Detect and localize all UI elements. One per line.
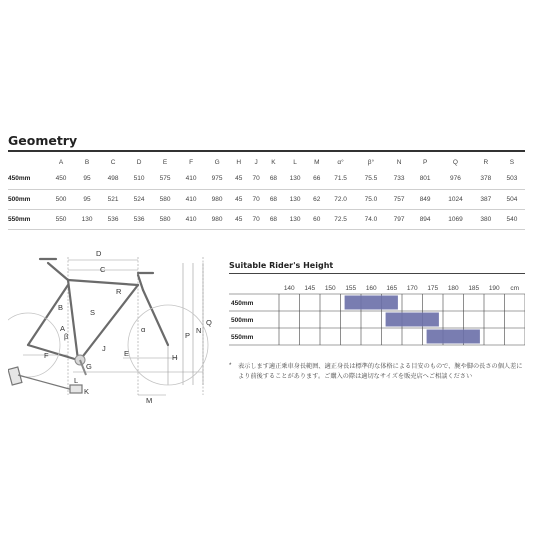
geometry-cell: 75.0: [356, 189, 386, 209]
label-s: S: [90, 308, 96, 317]
col-header: H: [236, 158, 242, 166]
col-header: E: [162, 158, 168, 166]
wheels: [8, 305, 208, 385]
height-unit-label: cm: [510, 285, 520, 292]
height-tick-label: 145: [304, 285, 316, 292]
geometry-cell: 68: [265, 169, 282, 189]
col-header: β°: [367, 158, 375, 166]
sizing-note: 表示します適正乗車身長範囲、適正身長は標準的な体格による目安のもので、腕や脚の長さの個人差により前後することがあります。ご購入の際は適切なサイズを販売店へご相談ください: [238, 363, 523, 380]
col-header: C: [110, 158, 116, 166]
col-header: G: [214, 158, 220, 166]
geometry-cell: 980: [204, 209, 230, 229]
title-divider: [8, 150, 525, 152]
geometry-cell: 550: [48, 209, 74, 229]
geometry-cell: 60: [308, 209, 325, 229]
label-h: H: [172, 353, 178, 362]
size-labels: [231, 300, 254, 341]
geometry-table: [8, 155, 525, 230]
bike-frame: [28, 259, 168, 360]
geometry-cell: 500: [48, 189, 74, 209]
label-p: P: [185, 331, 191, 340]
label-j: J: [102, 344, 106, 353]
label-q: Q: [206, 318, 212, 327]
height-tick-label: 155: [345, 285, 357, 292]
col-header: M: [314, 158, 320, 166]
geometry-cell: 849: [412, 189, 438, 209]
geometry-cell: 1024: [438, 189, 473, 209]
height-tick-label: 185: [468, 285, 480, 292]
height-range-bar: [427, 330, 480, 344]
label-e: E: [124, 349, 130, 358]
geometry-cell: 45: [230, 209, 247, 229]
size-label: 550mm: [8, 209, 48, 229]
height-tick-label: 170: [406, 285, 418, 292]
label-n: N: [196, 326, 202, 335]
geometry-body: [8, 169, 525, 229]
geometry-cell: 540: [499, 209, 525, 229]
geometry-cell: 536: [100, 209, 126, 229]
geometry-cell: 498: [100, 169, 126, 189]
geometry-cell: 378: [473, 169, 499, 189]
geometry-cell: 68: [265, 209, 282, 229]
geometry-cell: 70: [247, 189, 264, 209]
geometry-cell: 580: [152, 209, 178, 229]
geometry-cell: 95: [74, 169, 100, 189]
label-l: L: [74, 376, 79, 385]
col-header: F: [189, 158, 194, 166]
label-beta: β: [64, 332, 69, 341]
geometry-cell: 70: [247, 169, 264, 189]
col-header: L: [293, 158, 297, 166]
geometry-cell: 68: [265, 189, 282, 209]
geometry-cell: 74.0: [356, 209, 386, 229]
geometry-cell: 75.5: [356, 169, 386, 189]
geometry-cell: 536: [126, 209, 152, 229]
geometry-cell: 72.5: [325, 209, 355, 229]
geometry-cell: 976: [438, 169, 473, 189]
pedal-detail: [8, 367, 82, 393]
geometry-cell: 70: [247, 209, 264, 229]
size-label: 500mm: [8, 189, 48, 209]
bike-geometry-diagram: [8, 245, 223, 415]
geometry-cell: 733: [386, 169, 412, 189]
col-header: N: [396, 158, 402, 166]
geometry-cell: 580: [152, 189, 178, 209]
col-header: A: [58, 158, 64, 166]
geometry-row: [8, 169, 525, 189]
geometry-cell: 45: [230, 189, 247, 209]
geometry-cell: 387: [473, 189, 499, 209]
geometry-cell: 450: [48, 169, 74, 189]
dimension-lines: [23, 257, 203, 395]
suitable-height-chart: [229, 282, 525, 348]
suitable-height-title: Suitable Rider's Height: [229, 261, 334, 270]
header-corner: [8, 155, 48, 169]
col-header: S: [509, 158, 515, 166]
geometry-cell: 757: [386, 189, 412, 209]
geometry-cell: 975: [204, 169, 230, 189]
geometry-cell: 130: [74, 209, 100, 229]
height-tick-label: 175: [427, 285, 439, 292]
geometry-cell: 575: [152, 169, 178, 189]
geometry-cell: 801: [412, 169, 438, 189]
geometry-title: Geometry: [8, 133, 78, 148]
suitable-height-divider: [229, 273, 525, 274]
label-g: G: [86, 362, 92, 371]
geometry-cell: 130: [282, 169, 308, 189]
label-b: B: [58, 303, 64, 312]
col-header: α°: [337, 158, 344, 166]
geometry-header-row: [8, 155, 525, 169]
height-labels: [284, 285, 519, 292]
label-alpha: α: [141, 325, 146, 334]
label-d: D: [96, 249, 102, 258]
height-tick-label: 160: [365, 285, 377, 292]
col-header: Q: [452, 158, 458, 166]
note-mark: *: [229, 362, 232, 369]
col-header: P: [422, 158, 428, 166]
geometry-cell: 380: [473, 209, 499, 229]
height-tick-label: 140: [283, 285, 295, 292]
geometry-cell: 510: [126, 169, 152, 189]
label-a: A: [60, 324, 66, 333]
height-range-bar: [386, 313, 439, 327]
geometry-cell: 1069: [438, 209, 473, 229]
geometry-cell: 410: [178, 209, 204, 229]
geometry-cell: 71.5: [325, 169, 355, 189]
col-header: K: [271, 158, 276, 166]
size-label: 450mm: [8, 169, 48, 189]
col-header: B: [84, 158, 90, 166]
height-tick-label: 165: [386, 285, 398, 292]
geometry-cell: 410: [178, 169, 204, 189]
geometry-cell: 504: [499, 189, 525, 209]
height-tick-label: 150: [324, 285, 336, 292]
col-header: D: [136, 158, 142, 166]
geometry-cell: 980: [204, 189, 230, 209]
geometry-cell: 524: [126, 189, 152, 209]
label-m: M: [146, 396, 153, 405]
geometry-cell: 797: [386, 209, 412, 229]
geometry-cell: 45: [230, 169, 247, 189]
col-header: J: [254, 158, 258, 166]
col-header: R: [483, 158, 489, 166]
height-tick-label: 190: [488, 285, 500, 292]
geometry-cell: 894: [412, 209, 438, 229]
label-r: R: [116, 287, 122, 296]
rider-size-label: 450mm: [231, 300, 254, 307]
label-c: C: [100, 265, 106, 274]
geometry-cell: 66: [308, 169, 325, 189]
geometry-cell: 62: [308, 189, 325, 209]
geometry-cell: 503: [499, 169, 525, 189]
height-tick-label: 180: [447, 285, 459, 292]
height-range-bar: [345, 296, 398, 310]
rider-size-label: 500mm: [231, 317, 254, 324]
geometry-cell: 72.0: [325, 189, 355, 209]
label-k: K: [84, 387, 90, 396]
rider-size-label: 550mm: [231, 334, 254, 341]
geometry-row: [8, 209, 525, 229]
geometry-cell: 521: [100, 189, 126, 209]
geometry-cell: 130: [282, 189, 308, 209]
range-bars: [345, 296, 480, 344]
geometry-cell: 130: [282, 209, 308, 229]
label-f: F: [44, 351, 49, 360]
geometry-cell: 95: [74, 189, 100, 209]
geometry-row: [8, 189, 525, 209]
geometry-cell: 410: [178, 189, 204, 209]
